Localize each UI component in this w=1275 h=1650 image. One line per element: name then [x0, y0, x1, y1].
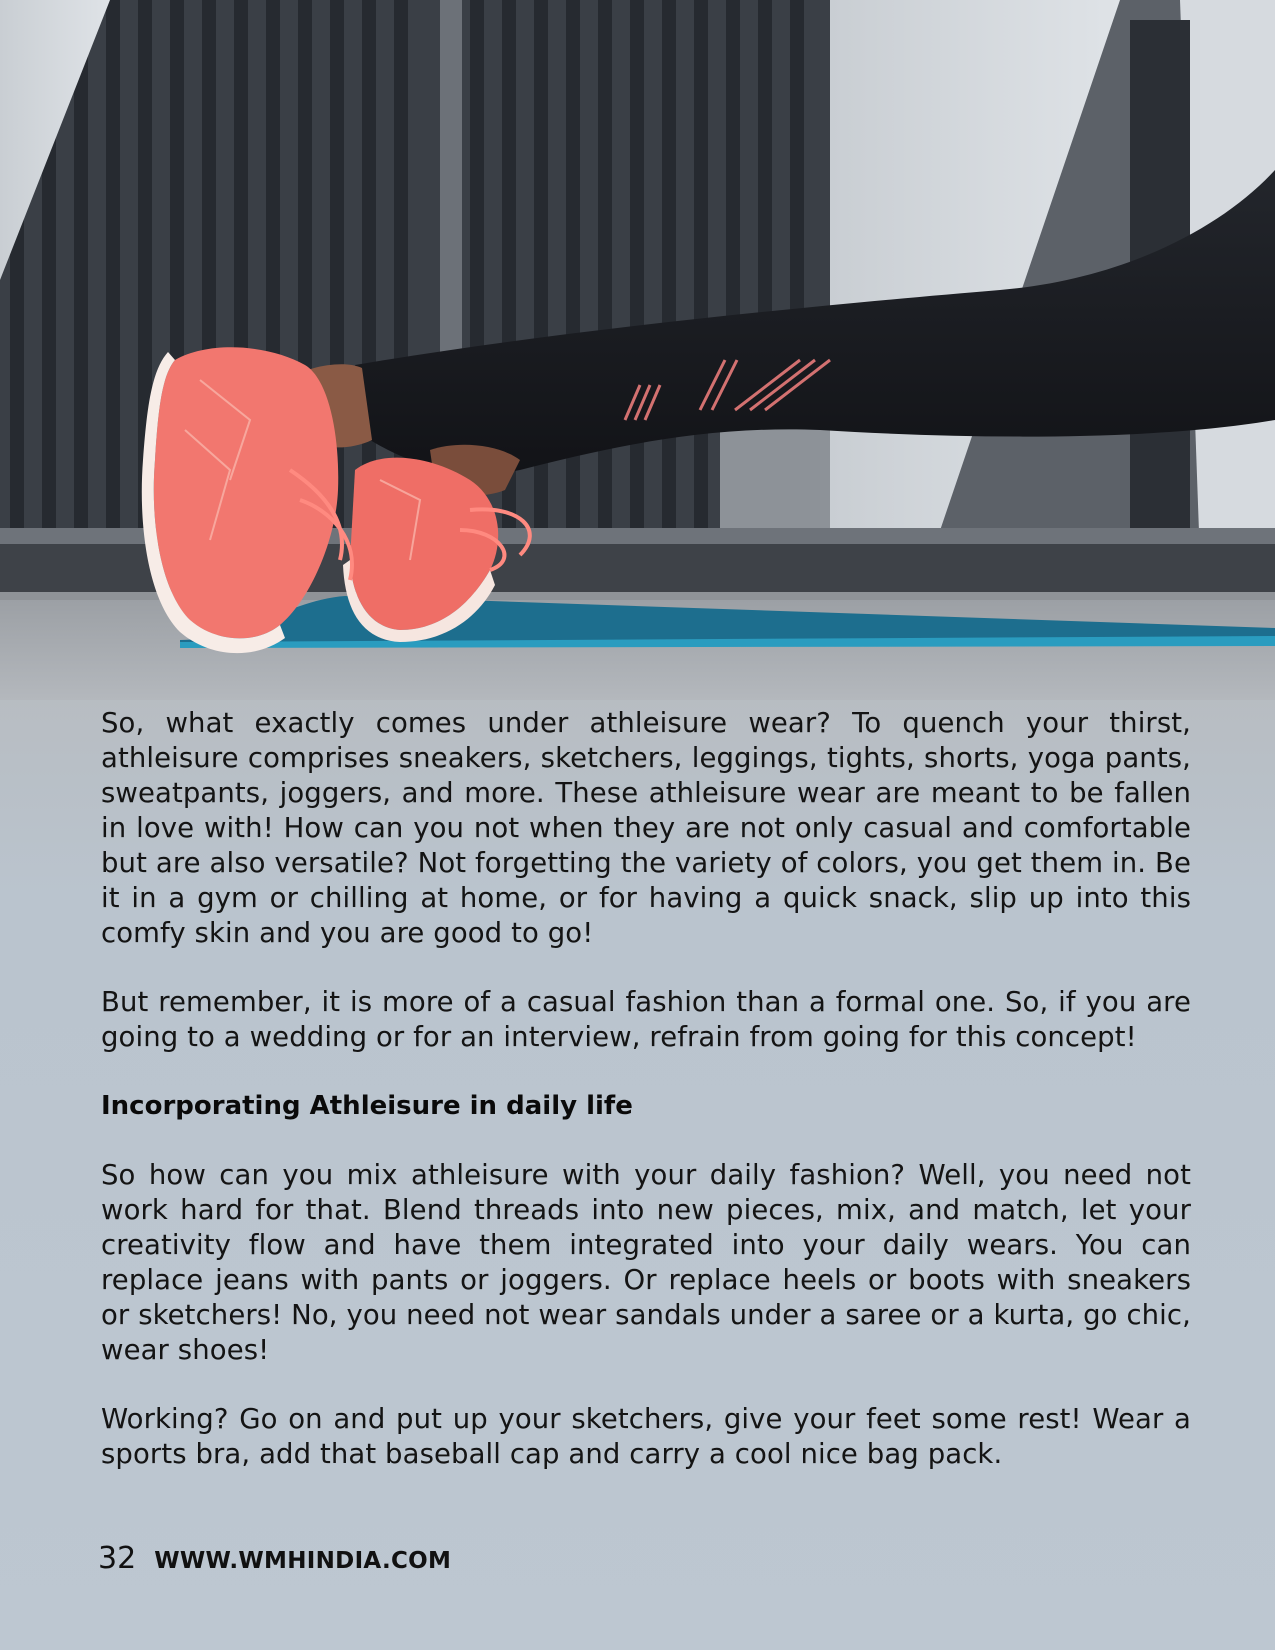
athlete-sneakers-photo [0, 0, 1275, 700]
article-body [101, 706, 1191, 1506]
hero-photo [0, 0, 1275, 700]
page-number: 32 [98, 1541, 137, 1576]
article-paragraph: So how can you mix athleisure with your daily fashion? Well, you need not work hard for that. Blend threads into new pieces, mix, and match, let your creativity flow and have them integrated into your daily wears. You can replace jeans with pants or joggers. Or replace heels or boots with sneakers or sketchers! No, you need not wear sandals under a saree or a kurta, go chic, wear shoes! [101, 1159, 1191, 1366]
article-paragraph: Working? Go on and put up your sketchers, give your feet some rest! Wear a sports bra, add that baseball cap and carry a cool nice bag pack. [101, 1403, 1191, 1470]
site-url-link[interactable]: WWW.WMHINDIA.COM [154, 1548, 452, 1574]
article-paragraph: So, what exactly comes under athleisure wear? To quench your thirst, athleisure comprises sneakers, sketchers, leggings, tights, shorts, yoga pants, sweatpants, joggers, and more. These athleisure wear are meant to be fallen in love with! How can you not when they are not only casual and comfortable but are also versatile? Not forgetting the variety of colors, you get them in. Be it in a gym or chilling at home, or for having a quick snack, slip up into this comfy skin and you are good to go! [101, 707, 1191, 949]
page-footer [98, 1541, 451, 1581]
section-heading: Incorporating Athleisure in daily life [101, 1091, 633, 1121]
article-paragraph: But remember, it is more of a casual fashion than a formal one. So, if you are going to a wedding or for an interview, refrain from going for this concept! [101, 986, 1191, 1053]
